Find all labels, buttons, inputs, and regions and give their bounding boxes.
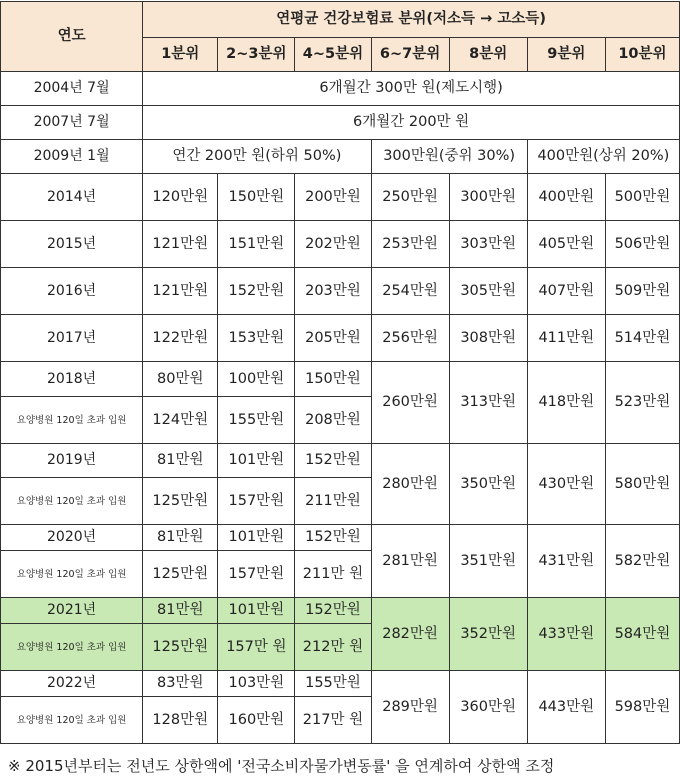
- value-cell: 101만원: [218, 598, 295, 624]
- value-cell: 407만원: [527, 268, 605, 315]
- value-cell: 152만원: [295, 525, 371, 551]
- value-cell: 430만원: [527, 444, 605, 525]
- year-cell: 2007년 7월: [1, 106, 143, 140]
- value-cell: 405만원: [527, 221, 605, 268]
- value-cell: 81만원: [143, 444, 218, 478]
- value-cell: 160만원: [218, 697, 295, 744]
- value-cell: 150만원: [295, 362, 371, 397]
- header-decile-1: 1분위: [143, 38, 218, 72]
- value-cell: 152만원: [295, 444, 371, 478]
- value-cell: 125만원: [143, 478, 218, 525]
- value-cell: 120만원: [143, 174, 218, 221]
- value-cell: 202만원: [295, 221, 371, 268]
- value-cell: 400만원: [527, 174, 605, 221]
- value-cell: 150만원: [218, 174, 295, 221]
- table-row: [1, 174, 680, 221]
- value-cell: 400만원(상위 20%): [527, 140, 679, 174]
- value-cell: 431만원: [527, 525, 605, 598]
- value-cell: 212만 원: [295, 624, 371, 671]
- nursing-label: 요양병원 120일 초과 입원: [1, 697, 143, 744]
- value-cell: 211만원: [295, 478, 371, 525]
- value-cell: 303만원: [449, 221, 527, 268]
- value-cell: 308만원: [449, 315, 527, 362]
- value-cell: 281만원: [371, 525, 449, 598]
- value-cell: 101만원: [218, 444, 295, 478]
- value-cell: 203만원: [295, 268, 371, 315]
- value-cell: 250만원: [371, 174, 449, 221]
- header-decile-2-3: 2~3분위: [218, 38, 295, 72]
- table-row: [1, 671, 680, 697]
- value-cell: 300만원(중위 30%): [371, 140, 527, 174]
- value-cell: 254만원: [371, 268, 449, 315]
- value-cell: 260만원: [371, 362, 449, 444]
- value-cell: 연간 200만 원(하위 50%): [143, 140, 371, 174]
- value-cell: 81만원: [143, 525, 218, 551]
- value-cell: 217만 원: [295, 697, 371, 744]
- value-cell: 121만원: [143, 268, 218, 315]
- value-cell: 155만원: [295, 671, 371, 697]
- value-cell: 101만원: [218, 525, 295, 551]
- value-cell: 125만원: [143, 551, 218, 598]
- value-cell: 300만원: [449, 174, 527, 221]
- footnote: ※ 2015년부터는 전년도 상한액에 '전국소비자물가변동률' 을 연계하여 상한액 조정: [8, 757, 555, 775]
- value-cell: 81만원: [143, 598, 218, 624]
- value-cell: 151만원: [218, 221, 295, 268]
- year-cell: 2018년: [1, 362, 143, 397]
- value-cell: 157만 원: [218, 624, 295, 671]
- table-row: [1, 268, 680, 315]
- year-cell: 2014년: [1, 174, 143, 221]
- value-cell: 152만원: [295, 598, 371, 624]
- value-cell: 418만원: [527, 362, 605, 444]
- value-cell: 83만원: [143, 671, 218, 697]
- year-cell: 2016년: [1, 268, 143, 315]
- value-cell: 313만원: [449, 362, 527, 444]
- value-cell: 80만원: [143, 362, 218, 397]
- table-row: [1, 72, 680, 106]
- table-row: [1, 362, 680, 397]
- year-cell: 2017년: [1, 315, 143, 362]
- year-cell: 2022년: [1, 671, 143, 697]
- year-cell: 2009년 1월: [1, 140, 143, 174]
- value-cell: 598만원: [605, 671, 679, 744]
- value-cell: 433만원: [527, 598, 605, 671]
- table-row: [1, 525, 680, 551]
- table-row: [1, 140, 680, 174]
- header-group: 연평균 건강보험료 분위(저소득 → 고소득): [143, 2, 680, 38]
- value-cell: 157만원: [218, 478, 295, 525]
- value-cell: 103만원: [218, 671, 295, 697]
- value-cell: 506만원: [605, 221, 679, 268]
- table-row: [1, 444, 680, 478]
- value-cell: 208만원: [295, 397, 371, 444]
- value-cell: 211만 원: [295, 551, 371, 598]
- value-cell: 157만원: [218, 551, 295, 598]
- header-year: 연도: [1, 2, 143, 72]
- value-cell: 205만원: [295, 315, 371, 362]
- value-cell: 500만원: [605, 174, 679, 221]
- value-cell: 128만원: [143, 697, 218, 744]
- value-cell: 509만원: [605, 268, 679, 315]
- value-cell: 121만원: [143, 221, 218, 268]
- nursing-label: 요양병원 120일 초과 입원: [1, 551, 143, 598]
- value-cell: 124만원: [143, 397, 218, 444]
- year-cell: 2019년: [1, 444, 143, 478]
- value-cell: 200만원: [295, 174, 371, 221]
- year-cell: 2020년: [1, 525, 143, 551]
- value-cell: 153만원: [218, 315, 295, 362]
- value-cell: 523만원: [605, 362, 679, 444]
- ceiling-table: [0, 1, 680, 744]
- table-row: [1, 315, 680, 362]
- value-cell: 152만원: [218, 268, 295, 315]
- value-cell: 350만원: [449, 444, 527, 525]
- value-cell: 100만원: [218, 362, 295, 397]
- value-cell: 6개월간 200만 원: [143, 106, 680, 140]
- header-decile-6-7: 6~7분위: [371, 38, 449, 72]
- header-decile-9: 9분위: [527, 38, 605, 72]
- table-row-highlighted: [1, 598, 680, 624]
- value-cell: 253만원: [371, 221, 449, 268]
- header-decile-10: 10분위: [605, 38, 679, 72]
- value-cell: 155만원: [218, 397, 295, 444]
- header-decile-4-5: 4~5분위: [295, 38, 371, 72]
- table-row: [1, 106, 680, 140]
- value-cell: 280만원: [371, 444, 449, 525]
- header-decile-8: 8분위: [449, 38, 527, 72]
- value-cell: 122만원: [143, 315, 218, 362]
- value-cell: 514만원: [605, 315, 679, 362]
- value-cell: 256만원: [371, 315, 449, 362]
- value-cell: 584만원: [605, 598, 679, 671]
- value-cell: 6개월간 300만 원(제도시행): [143, 72, 680, 106]
- value-cell: 360만원: [449, 671, 527, 744]
- nursing-label: 요양병원 120일 초과 입원: [1, 397, 143, 444]
- value-cell: 289만원: [371, 671, 449, 744]
- value-cell: 411만원: [527, 315, 605, 362]
- year-cell: 2021년: [1, 598, 143, 624]
- value-cell: 580만원: [605, 444, 679, 525]
- value-cell: 582만원: [605, 525, 679, 598]
- nursing-label: 요양병원 120일 초과 입원: [1, 478, 143, 525]
- value-cell: 443만원: [527, 671, 605, 744]
- value-cell: 305만원: [449, 268, 527, 315]
- year-cell: 2004년 7월: [1, 72, 143, 106]
- value-cell: 352만원: [449, 598, 527, 671]
- value-cell: 351만원: [449, 525, 527, 598]
- value-cell: 125만원: [143, 624, 218, 671]
- value-cell: 282만원: [371, 598, 449, 671]
- table-row: [1, 221, 680, 268]
- nursing-label: 요양병원 120일 초과 입원: [1, 624, 143, 671]
- year-cell: 2015년: [1, 221, 143, 268]
